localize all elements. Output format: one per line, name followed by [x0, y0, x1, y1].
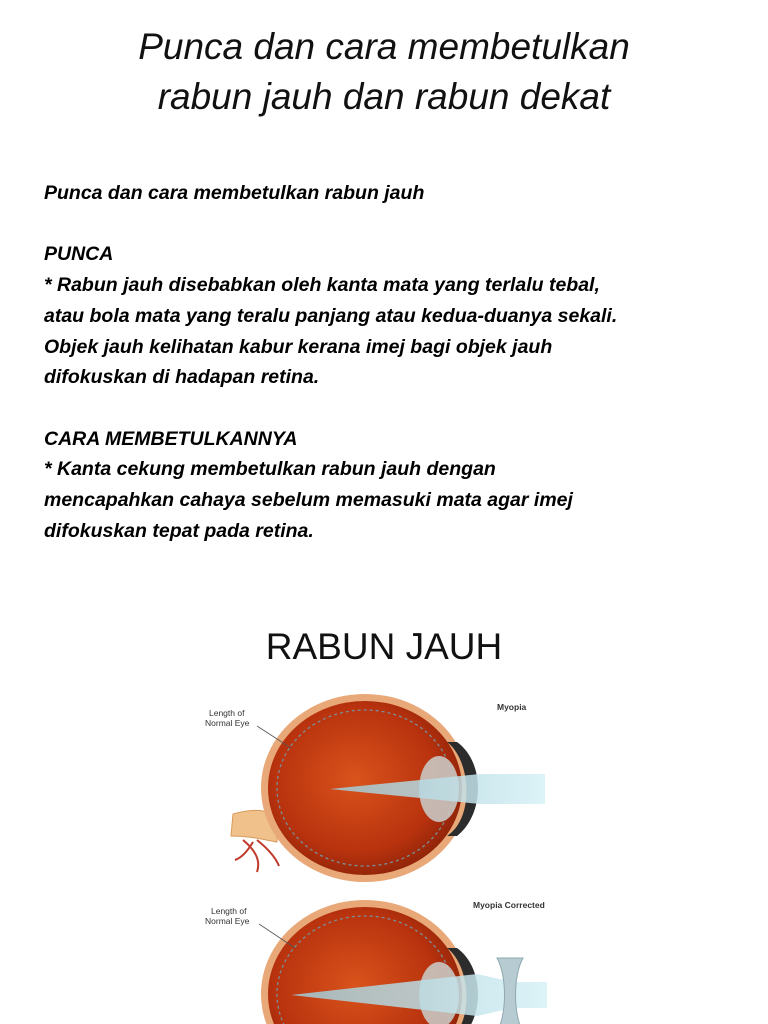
length-label-bottom-2: Normal Eye — [205, 916, 250, 926]
cause-line: * Rabun jauh disebabkan oleh kanta mata yang terlalu tebal, — [44, 274, 600, 297]
length-label-bottom-1: Length of — [211, 906, 247, 916]
fix-line: mencapahkan cahaya sebelum memasuki mata agar imej — [44, 489, 573, 511]
myopia-figure — [195, 690, 575, 1024]
cause-line: difokuskan di hadapan retina. — [44, 366, 320, 389]
length-label-top-2: Normal Eye — [205, 718, 250, 728]
myopia-diagram — [195, 690, 575, 1024]
fix-heading: CARA MEMBETULKANNYA — [44, 427, 298, 450]
section-heading: RABUN JAUH — [265, 626, 503, 667]
myopia-corrected-panel — [205, 900, 547, 1024]
fix-line: * Kanta cekung membetulkan rabun jauh dengan — [44, 458, 496, 481]
length-label-top-1: Length of — [209, 708, 245, 718]
page-title-line-1: Punca dan cara membetulkan — [138, 26, 630, 67]
cause-line: Objek jauh kelihatan kabur kerana imej bagi objek jauh — [44, 335, 553, 358]
page-title — [0, 22, 768, 122]
cause-heading: PUNCA — [44, 243, 114, 266]
myopia-label: Myopia — [497, 702, 527, 712]
fix-line: difokuskan tepat pada retina. — [44, 519, 314, 542]
myopia-panel — [205, 694, 545, 882]
myopia-corrected-label: Myopia Corrected — [473, 900, 545, 910]
body-text — [44, 178, 744, 546]
page-title-line-2: rabun jauh dan rabun dekat — [157, 76, 611, 117]
subtitle: Punca dan cara membetulkan rabun jauh — [44, 182, 425, 204]
blood-vessels — [235, 840, 279, 872]
cause-line: atau bola mata yang teralu panjang atau kedua-duanya sekali. — [44, 304, 618, 327]
